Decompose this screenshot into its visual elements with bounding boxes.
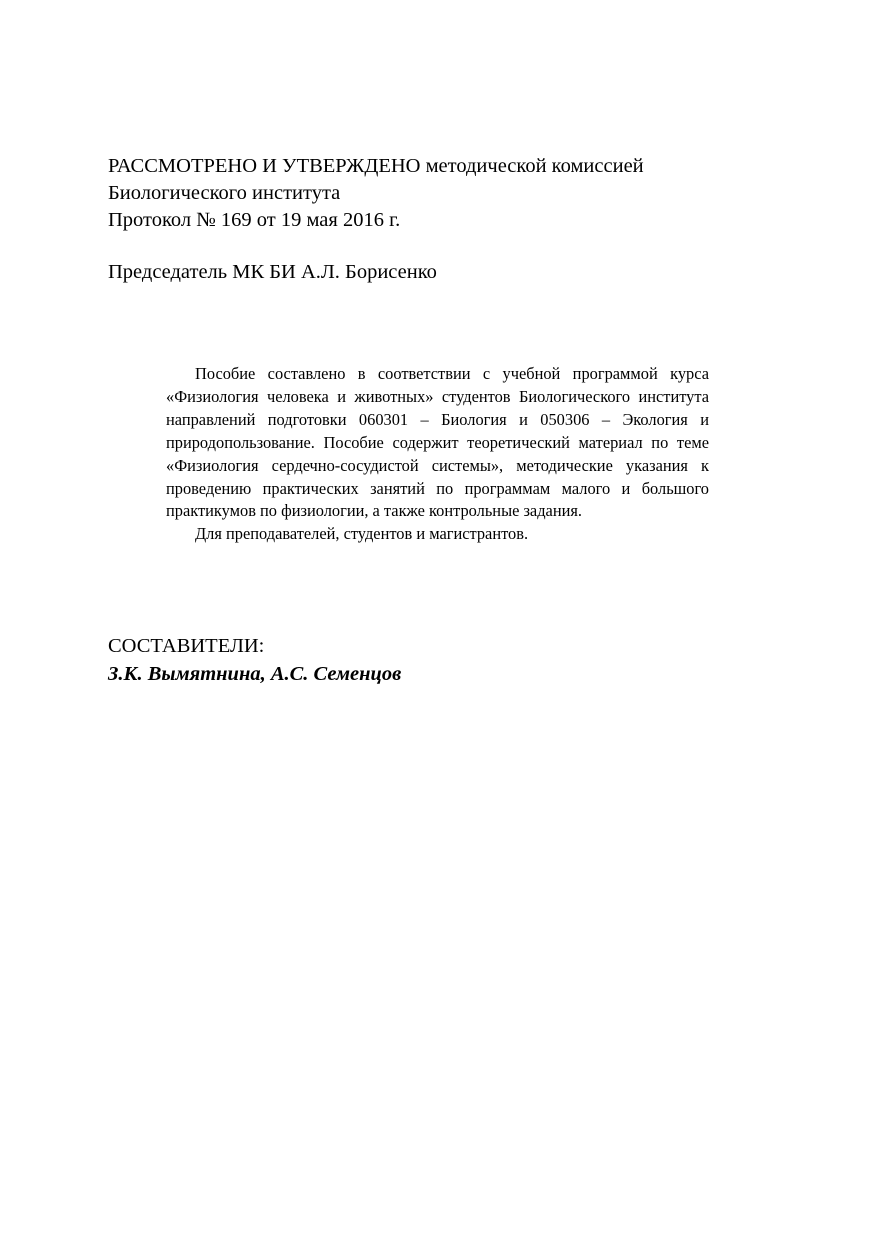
approval-block (108, 153, 808, 234)
commission-chair: Председатель МК БИ А.Л. Борисенко (108, 261, 437, 283)
annotation-paragraph: Пособие составлено в соответствии с учебной программой курса «Физиология человека и животных» студентов Биологического института направлений подготовки 060301 – Биология и 050306 – Экология и природопользование. Пособие содержит теоретический материал по теме «Физиология сердечно-сосудистой системы», методические указания к проведению практических занятий по программам малого и большого практикумов по физиологии, а также контрольные задания. (166, 364, 709, 521)
approval-line-2: Биологического института (108, 182, 341, 204)
compilers-names: З.К. Вымятнина, А.С. Семенцов (108, 663, 402, 685)
annotation-block (166, 363, 709, 546)
approval-line-1: РАССМОТРЕНО И УТВЕРЖДЕНО методической комиссией (108, 155, 644, 177)
approval-protocol: Протокол № 169 от 19 мая 2016 г. (108, 209, 401, 231)
compilers-heading: СОСТАВИТЕЛИ: (108, 635, 265, 657)
audience-paragraph: Для преподавателей, студентов и магистрантов. (195, 524, 529, 544)
compilers-block (108, 632, 401, 688)
